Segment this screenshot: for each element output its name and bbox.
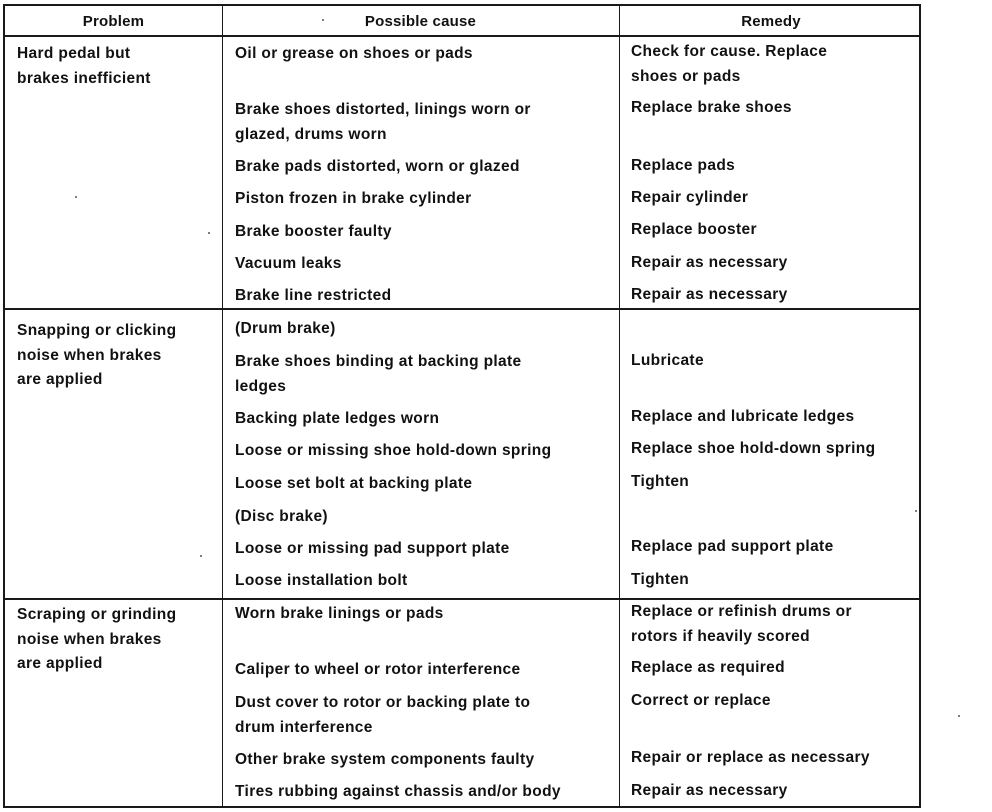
problem-line: noise when brakes	[17, 346, 162, 364]
remedy-line: Correct or replace	[631, 692, 771, 709]
cause-cell	[235, 691, 530, 740]
column-divider-2	[619, 6, 620, 806]
remedy-cell	[631, 96, 792, 121]
remedy-line: Replace brake shoes	[631, 99, 792, 116]
remedy-cell	[631, 470, 689, 495]
scan-speck	[322, 19, 324, 21]
cause-cell	[235, 537, 510, 562]
remedy-line: Replace shoe hold-down spring	[631, 440, 876, 457]
cause-cell	[235, 439, 551, 464]
cause-cell	[235, 220, 392, 245]
column-divider-1	[222, 6, 223, 806]
remedy-cell	[631, 656, 785, 681]
problem-cell	[17, 42, 151, 91]
cause-cell	[235, 407, 439, 432]
cause-cell	[235, 155, 520, 180]
remedy-line: Repair as necessary	[631, 782, 788, 799]
cause-line: ledges	[235, 377, 287, 395]
header-remedy: Remedy	[741, 13, 801, 30]
remedy-cell	[631, 689, 771, 714]
problem-line: noise when brakes	[17, 630, 162, 648]
remedy-line: Replace as required	[631, 659, 785, 676]
cause-cell	[235, 317, 336, 342]
remedy-line: shoes or pads	[631, 67, 741, 85]
remedy-cell	[631, 437, 875, 462]
cause-line: (Drum brake)	[235, 320, 336, 337]
remedy-line: rotors if heavily scored	[631, 627, 810, 645]
cause-line: Worn brake linings or pads	[235, 605, 444, 622]
header-divider	[5, 35, 919, 37]
cause-line: Loose set bolt at backing plate	[235, 475, 473, 492]
remedy-line: Check for cause. Replace	[631, 43, 828, 60]
troubleshooting-table	[3, 4, 921, 808]
remedy-cell	[631, 600, 852, 649]
cause-line: Brake shoes binding at backing plate	[235, 353, 522, 370]
cause-line: Piston frozen in brake cylinder	[235, 190, 472, 207]
scan-speck	[958, 715, 960, 717]
cause-cell	[235, 284, 391, 309]
cause-cell	[235, 187, 472, 212]
remedy-cell	[631, 154, 735, 179]
remedy-cell	[631, 40, 827, 89]
header-problem: Problem	[82, 13, 145, 30]
cause-line: Loose or missing shoe hold-down spring	[235, 442, 552, 459]
remedy-cell	[631, 251, 788, 276]
remedy-line: Repair as necessary	[631, 286, 788, 303]
remedy-line: Replace pad support plate	[631, 538, 834, 555]
cause-line: glazed, drums worn	[235, 125, 387, 143]
remedy-line: Repair as necessary	[631, 254, 788, 271]
problem-line: Snapping or clicking	[17, 322, 177, 339]
cause-cell	[235, 748, 534, 773]
problem-line: Hard pedal but	[17, 45, 131, 62]
scan-speck	[208, 232, 210, 234]
cause-line: Caliper to wheel or rotor interference	[235, 661, 521, 678]
cause-line: Loose installation bolt	[235, 572, 408, 589]
cause-cell	[235, 658, 520, 683]
scan-speck	[915, 510, 917, 512]
remedy-line: Replace booster	[631, 221, 757, 238]
cause-line: drum interference	[235, 718, 373, 736]
cause-line: Tires rubbing against chassis and/or body	[235, 783, 561, 800]
remedy-cell	[631, 283, 788, 308]
cause-cell	[235, 350, 522, 399]
cause-line: Dust cover to rotor or backing plate to	[235, 694, 531, 711]
cause-line: Brake booster faulty	[235, 223, 392, 240]
cause-line: Brake pads distorted, worn or glazed	[235, 158, 520, 175]
header-cause: Possible cause	[364, 13, 477, 30]
problem-line: Scraping or grinding	[17, 606, 177, 623]
cause-line: Brake line restricted	[235, 287, 392, 304]
remedy-cell	[631, 218, 757, 243]
problem-cell	[17, 603, 176, 677]
cause-line: (Disc brake)	[235, 508, 328, 525]
remedy-line: Tighten	[631, 571, 690, 588]
cause-cell	[235, 42, 473, 67]
problem-line: are applied	[17, 371, 103, 388]
remedy-line: Replace pads	[631, 157, 736, 174]
remedy-cell	[631, 405, 854, 430]
remedy-line: Repair cylinder	[631, 189, 749, 206]
remedy-line: Replace and lubricate ledges	[631, 408, 855, 425]
remedy-line: Tighten	[631, 473, 690, 490]
cause-cell	[235, 252, 342, 277]
scan-speck	[75, 196, 77, 198]
group-divider-1	[5, 308, 919, 310]
cause-cell	[235, 569, 408, 594]
problem-line: are applied	[17, 655, 103, 672]
cause-line: Oil or grease on shoes or pads	[235, 45, 473, 62]
cause-cell	[235, 602, 444, 627]
cause-cell	[235, 472, 472, 497]
problem-cell	[17, 319, 176, 393]
remedy-cell	[631, 779, 788, 804]
cause-line: Backing plate ledges worn	[235, 410, 440, 427]
cause-line: Vacuum leaks	[235, 255, 342, 272]
cause-cell	[235, 780, 561, 805]
cause-line: Loose or missing pad support plate	[235, 540, 510, 557]
remedy-cell	[631, 186, 748, 211]
remedy-cell	[631, 568, 689, 593]
cause-line: Other brake system components faulty	[235, 751, 535, 768]
remedy-cell	[631, 349, 704, 374]
remedy-line: Repair or replace as necessary	[631, 749, 870, 766]
remedy-cell	[631, 746, 870, 771]
cause-cell	[235, 505, 328, 530]
cause-cell	[235, 98, 531, 147]
problem-line: brakes inefficient	[17, 69, 151, 87]
cause-line: Brake shoes distorted, linings worn or	[235, 101, 531, 118]
remedy-line: Lubricate	[631, 352, 704, 369]
remedy-cell	[631, 535, 834, 560]
scan-speck	[200, 555, 202, 557]
remedy-line: Replace or refinish drums or	[631, 603, 852, 620]
